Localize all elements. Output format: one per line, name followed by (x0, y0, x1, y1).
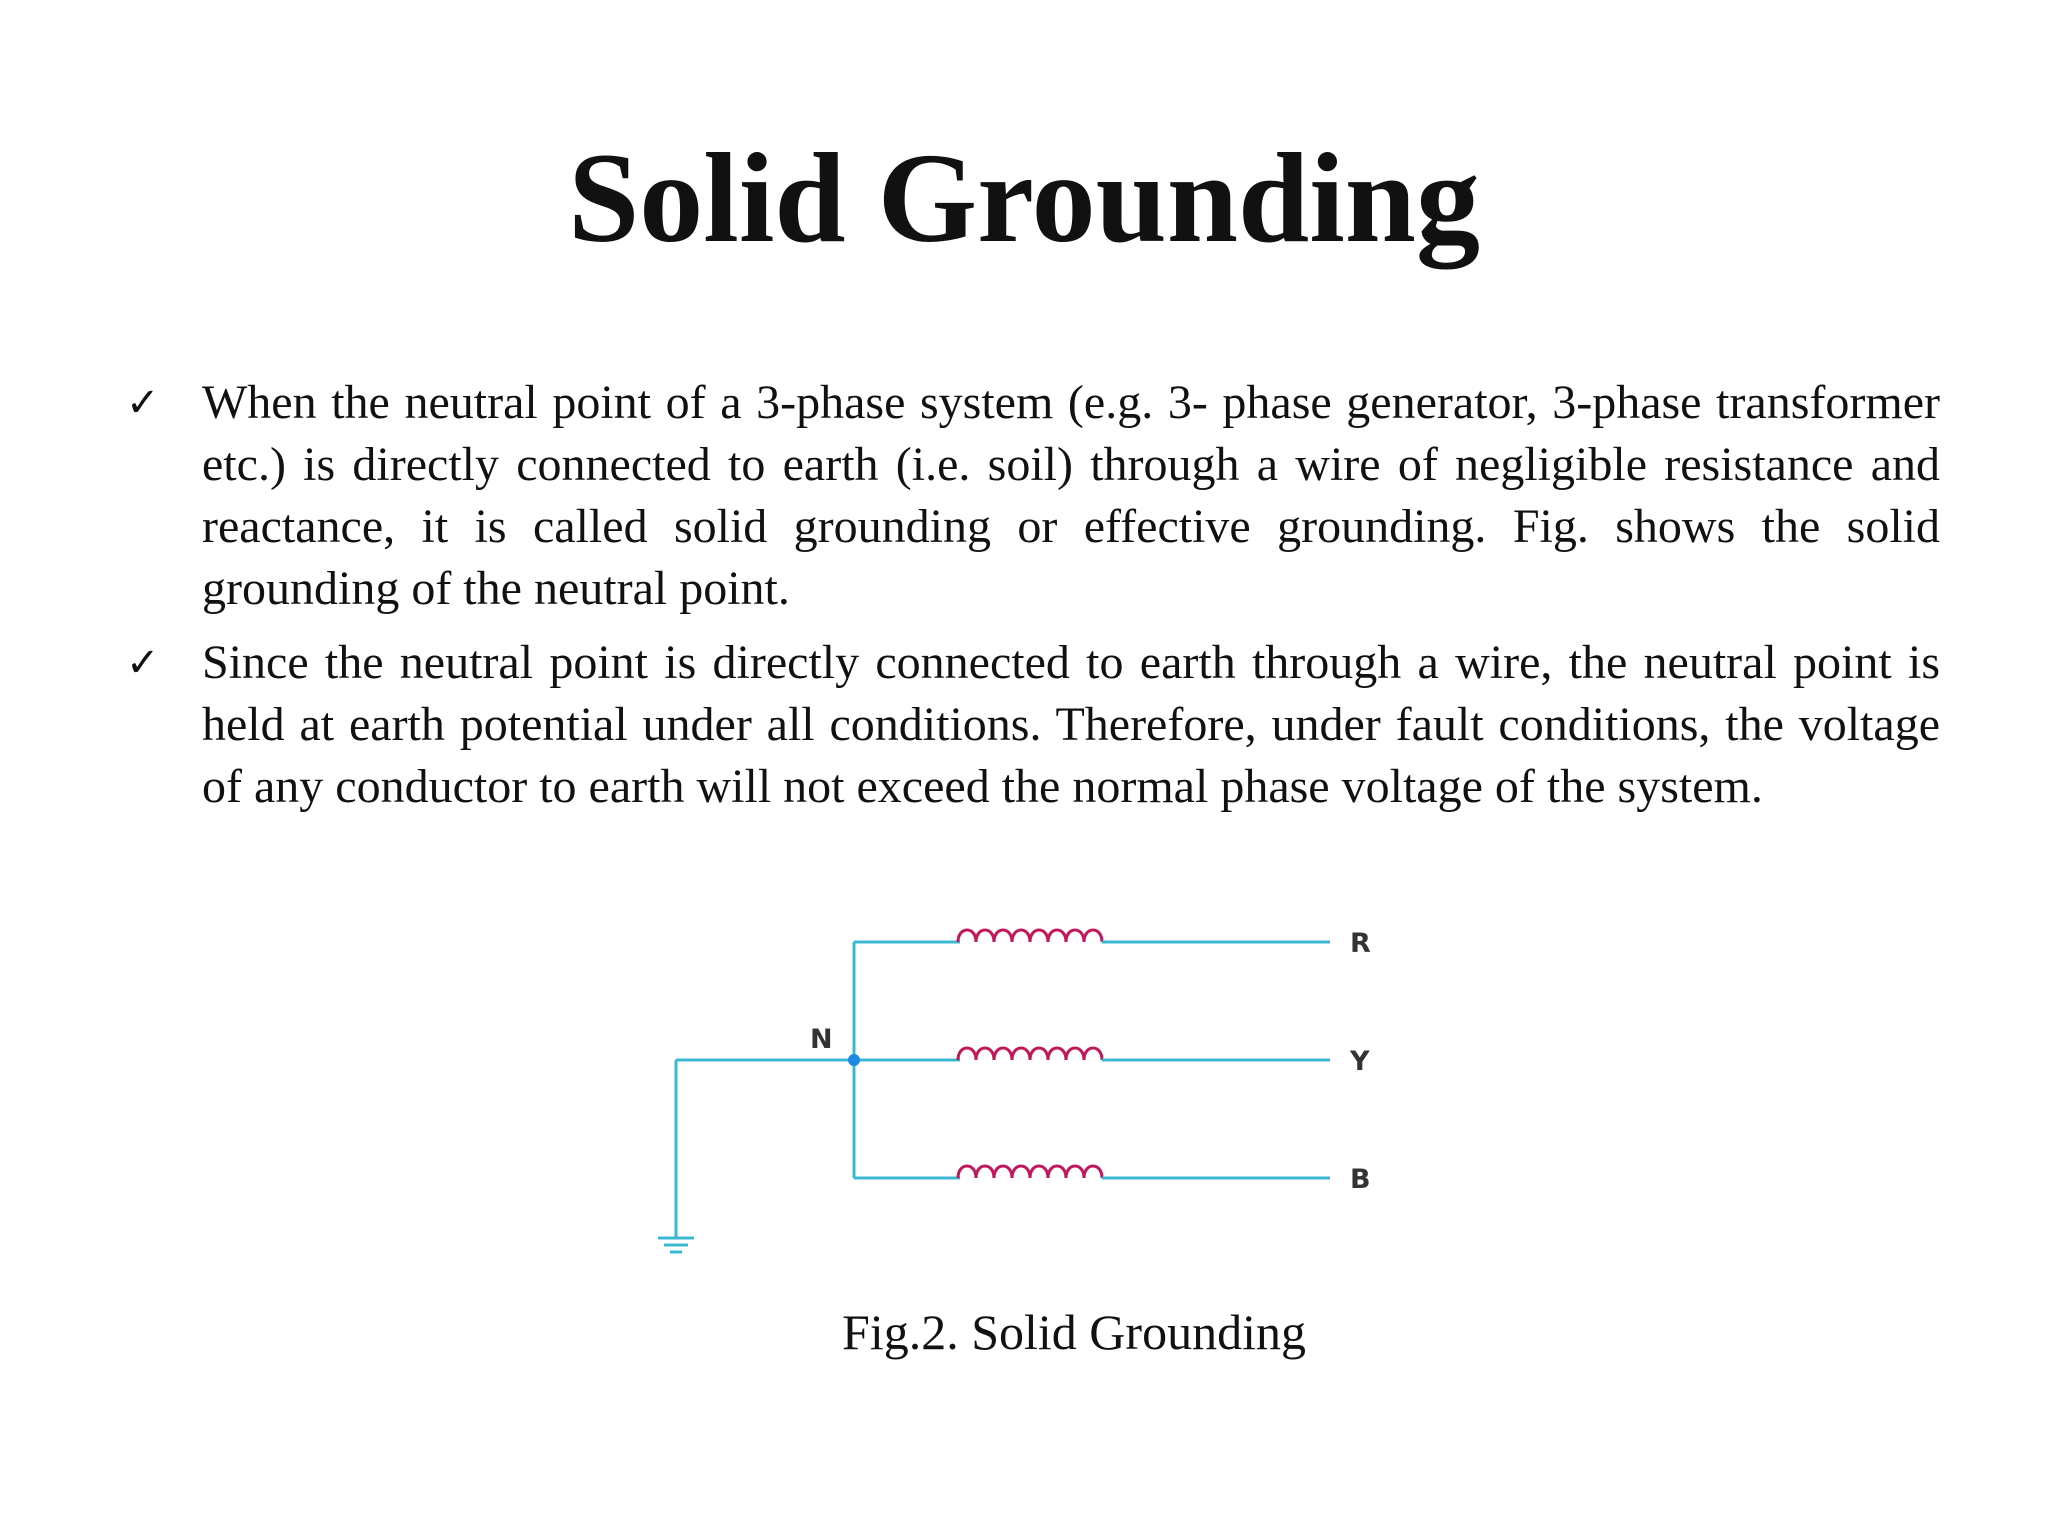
solid-grounding-diagram (640, 900, 1410, 1270)
phase-y-coil-icon (958, 1048, 1102, 1060)
phase-b-coil-icon (958, 1166, 1102, 1178)
bullet-text: Since the neutral point is directly connected to earth through a wire, the neutral point is held at earth potential under all conditions. Therefore, under fault conditions, the voltage of any conductor to earth will not exceed the normal phase voltage of the system. (202, 636, 1940, 813)
figure-caption: Fig.2. Solid Grounding (842, 1304, 1306, 1360)
bullet-text: When the neutral point of a 3-phase system (e.g. 3- phase generator, 3-phase transformer etc.) is directly connected to earth (i.e. soil) through a wire of negligible resistance and reactance, it is called solid grounding or effective grounding. Fig. shows the solid grounding of the neutral point. (202, 376, 1940, 615)
check-icon: ✓ (126, 640, 160, 686)
bullet-item (120, 372, 1940, 620)
neutral-label: N (810, 1024, 833, 1055)
neutral-point-dot (848, 1054, 860, 1066)
bullet-list (120, 372, 1940, 830)
slide-title: Solid Grounding (568, 127, 1480, 269)
earth-ground-icon (658, 1238, 694, 1252)
phase-b-label: B (1350, 1164, 1371, 1195)
phase-r-label: R (1350, 928, 1371, 959)
bullet-item (120, 632, 1940, 818)
check-icon: ✓ (126, 380, 160, 426)
phase-y-label: Y (1350, 1046, 1370, 1077)
phase-r-coil-icon (958, 930, 1102, 942)
